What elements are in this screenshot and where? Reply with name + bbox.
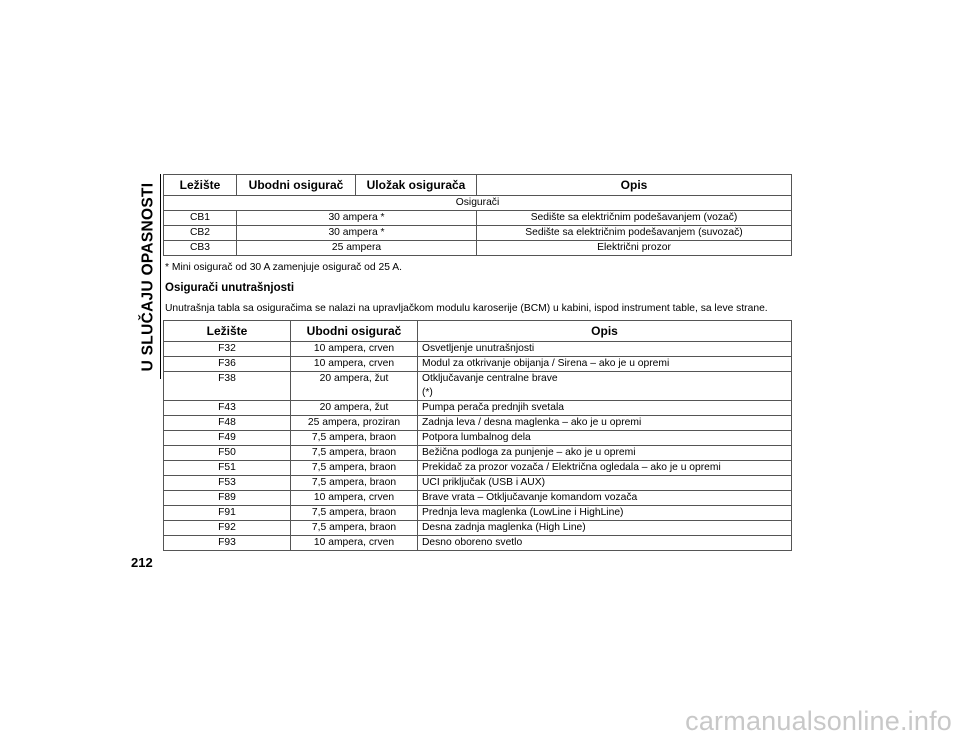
cell-description: Zadnja leva / desna maglenka – ako je u opremi xyxy=(418,416,792,431)
cell-rating: 20 ampera, žut xyxy=(291,401,418,416)
col-header-location: Ležište xyxy=(164,321,291,342)
cell-description: Potpora lumbalnog dela xyxy=(418,431,792,446)
cell-description: Sedište sa električnim podešavanjem (vozač) xyxy=(477,211,792,226)
cell-description-note: (*) xyxy=(422,387,433,398)
group-label: Osigurači xyxy=(164,196,792,211)
section-paragraph: Unutrašnja tabla sa osiguračima se nalazi na upravljačkom modulu karoserije (BCM) u kabini, ispod instrument table, sa leve strane. xyxy=(165,303,768,314)
cell-description: UCI priključak (USB i AUX) xyxy=(418,476,792,491)
cell-description: Prekidač za prozor vozača / Električna ogledala – ako je u opremi xyxy=(418,461,792,476)
cell-description: Prednja leva maglenka (LowLine i HighLine) xyxy=(418,506,792,521)
cell-description: Električni prozor xyxy=(477,241,792,256)
cell-location: F50 xyxy=(164,446,291,461)
table-row xyxy=(164,226,792,241)
table-header-row xyxy=(164,175,792,196)
cell-location: CB1 xyxy=(164,211,237,226)
cell-description: Pumpa perača prednjih svetala xyxy=(418,401,792,416)
chapter-divider xyxy=(160,174,161,379)
section-heading: Osigurači unutrašnjosti xyxy=(165,282,295,294)
table-row xyxy=(164,491,792,506)
table-group-row xyxy=(164,196,792,211)
table-row xyxy=(164,536,792,551)
cell-description: Bežična podloga za punjenje – ako je u opremi xyxy=(418,446,792,461)
fuse-table-interior xyxy=(163,320,792,551)
cell-description: Osvetljenje unutrašnjosti xyxy=(418,342,792,357)
cell-location: F32 xyxy=(164,342,291,357)
table-row xyxy=(164,342,792,357)
col-header-blade-fuse: Ubodni osigurač xyxy=(291,321,418,342)
cell-description: Desna zadnja maglenka (High Line) xyxy=(418,521,792,536)
cell-rating: 10 ampera, crven xyxy=(291,536,418,551)
cell-description: Modul za otkrivanje obijanja / Sirena – ako je u opremi xyxy=(418,357,792,372)
cell-rating: 30 ampera * xyxy=(237,211,477,226)
chapter-side-title xyxy=(136,174,160,379)
table-row xyxy=(164,357,792,372)
fuse-table-circuit-breakers xyxy=(163,174,792,256)
cell-rating: 7,5 ampera, braon xyxy=(291,461,418,476)
table-row xyxy=(164,446,792,461)
table-row xyxy=(164,241,792,256)
cell-rating: 20 ampera, žut xyxy=(291,372,418,401)
cell-rating: 7,5 ampera, braon xyxy=(291,521,418,536)
col-header-location: Ležište xyxy=(164,175,237,196)
cell-description xyxy=(418,372,792,401)
cell-description-line: Otključavanje centralne brave xyxy=(422,373,558,384)
cell-rating: 25 ampera xyxy=(237,241,477,256)
table-row xyxy=(164,431,792,446)
cell-rating: 7,5 ampera, braon xyxy=(291,506,418,521)
table-row xyxy=(164,401,792,416)
cell-rating: 10 ampera, crven xyxy=(291,491,418,506)
cell-rating: 7,5 ampera, braon xyxy=(291,431,418,446)
cell-rating: 25 ampera, proziran xyxy=(291,416,418,431)
col-header-cartridge-fuse: Uložak osigurača xyxy=(356,175,477,196)
cell-location: F53 xyxy=(164,476,291,491)
table-row xyxy=(164,476,792,491)
col-header-description: Opis xyxy=(418,321,792,342)
cell-rating: 7,5 ampera, braon xyxy=(291,476,418,491)
cell-rating: 10 ampera, crven xyxy=(291,357,418,372)
table-row xyxy=(164,461,792,476)
cell-location: F93 xyxy=(164,536,291,551)
cell-location: F92 xyxy=(164,521,291,536)
cell-description: Desno oboreno svetlo xyxy=(418,536,792,551)
footnote: * Mini osigurač od 30 A zamenjuje osigurač od 25 A. xyxy=(165,262,402,273)
chapter-title-text: U SLUČAJU OPASNOSTI xyxy=(139,182,157,371)
cell-location: CB2 xyxy=(164,226,237,241)
cell-rating: 7,5 ampera, braon xyxy=(291,446,418,461)
col-header-description: Opis xyxy=(477,175,792,196)
cell-location: F89 xyxy=(164,491,291,506)
watermark: carmanualsonline.info xyxy=(685,706,952,736)
table-row xyxy=(164,211,792,226)
cell-location: F38 xyxy=(164,372,291,401)
cell-location: F49 xyxy=(164,431,291,446)
cell-location: F48 xyxy=(164,416,291,431)
cell-rating: 10 ampera, crven xyxy=(291,342,418,357)
col-header-blade-fuse: Ubodni osigurač xyxy=(237,175,356,196)
cell-location: F51 xyxy=(164,461,291,476)
table-row xyxy=(164,506,792,521)
cell-location: CB3 xyxy=(164,241,237,256)
cell-location: F36 xyxy=(164,357,291,372)
table-row xyxy=(164,416,792,431)
table-row xyxy=(164,372,792,401)
table-header-row xyxy=(164,321,792,342)
cell-description: Sedište sa električnim podešavanjem (suvozač) xyxy=(477,226,792,241)
cell-location: F91 xyxy=(164,506,291,521)
cell-description: Brave vrata – Otključavanje komandom vozača xyxy=(418,491,792,506)
page-number: 212 xyxy=(131,555,153,570)
cell-rating: 30 ampera * xyxy=(237,226,477,241)
table-row xyxy=(164,521,792,536)
cell-location: F43 xyxy=(164,401,291,416)
